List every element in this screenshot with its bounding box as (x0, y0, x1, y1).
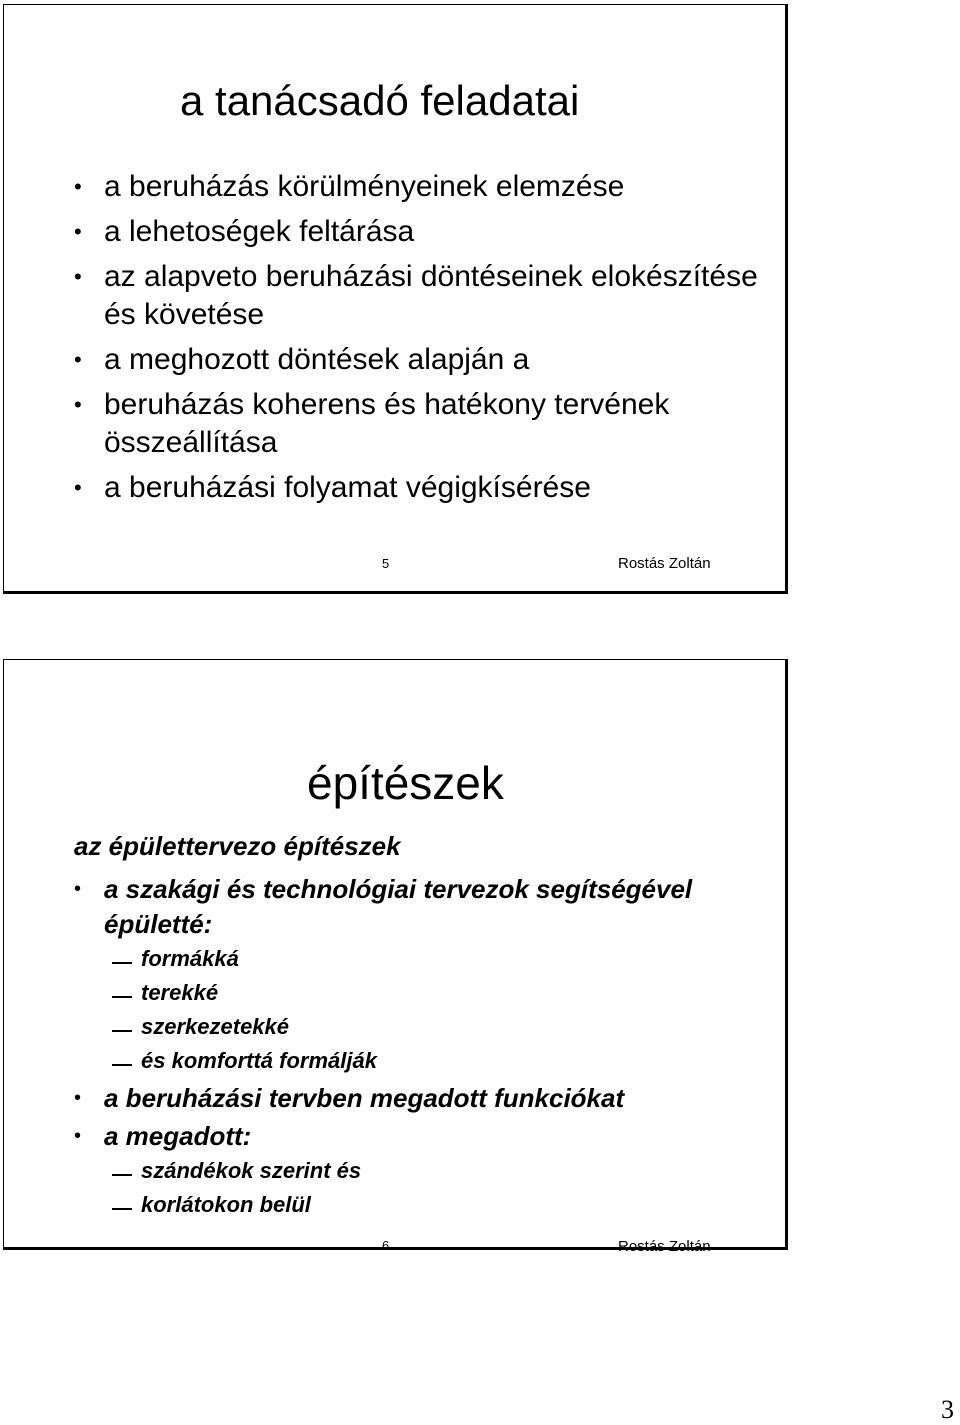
dash-icon (112, 996, 132, 998)
bullet-icon: • (74, 219, 82, 244)
slide-lead-text: az épülettervezo építészek (74, 831, 401, 861)
page-number: 3 (941, 1395, 954, 1424)
dash-icon (112, 1064, 132, 1066)
sub-item: terekké (74, 976, 774, 1010)
slide-author: Rostás Zoltán (618, 1238, 711, 1255)
bullet-icon: • (74, 264, 82, 289)
slide-6 (3, 659, 788, 1255)
bullet-list (74, 168, 774, 514)
slide-number: 5 (382, 556, 390, 571)
sub-item: formákká (74, 942, 774, 976)
bullet-icon: • (74, 475, 82, 500)
sub-item: korlátokon belül (74, 1188, 774, 1222)
sub-list (104, 942, 774, 1078)
bullet-icon: • (74, 1125, 82, 1147)
bullet-icon: • (74, 878, 82, 900)
sub-item: szerkezetekké (74, 1010, 774, 1044)
sub-item: szándékok szerint és (74, 1154, 774, 1188)
bullet-item: • a meghozott döntések alapján a (74, 341, 774, 379)
bullet-icon: • (74, 174, 82, 199)
slide-title: a tanácsadó feladatai (180, 77, 580, 124)
dash-icon (112, 962, 132, 964)
dash-icon (112, 1174, 132, 1176)
bullet-list (74, 872, 774, 1225)
bullet-item: • a beruházási tervben megadott funkciókat (74, 1081, 774, 1116)
dash-icon (112, 1030, 132, 1032)
bullet-item: • a beruházás körülményeinek elemzése (74, 168, 774, 206)
bullet-icon: • (74, 347, 82, 372)
bullet-item: • a megadott: szándékok szerint és korlátokon belül (74, 1119, 774, 1222)
slide-title: építészek (307, 757, 504, 809)
sub-item: és komforttá formálják (74, 1044, 774, 1078)
slide-author: Rostás Zoltán (618, 555, 711, 572)
bullet-item: • a beruházási folyamat végigkísérése (74, 469, 774, 507)
bullet-item: • a szakági és technológiai tervezok segítségével épületté: formákká terekké szerkezetekké és komforttá formálják (74, 872, 774, 1078)
dash-icon (112, 1208, 132, 1210)
bullet-icon: • (74, 392, 82, 417)
bullet-item: • a lehetoségek feltárása (74, 213, 774, 251)
bullet-item: • beruházás koherens és hatékony tervének összeállítása (74, 388, 670, 459)
slide-5 (3, 4, 788, 594)
bullet-item: • az alapveto beruházási döntéseinek elokészítése és követése (74, 260, 758, 331)
slide-number: 6 (382, 1238, 390, 1253)
bullet-icon: • (74, 1087, 82, 1109)
sub-list (104, 1154, 774, 1222)
